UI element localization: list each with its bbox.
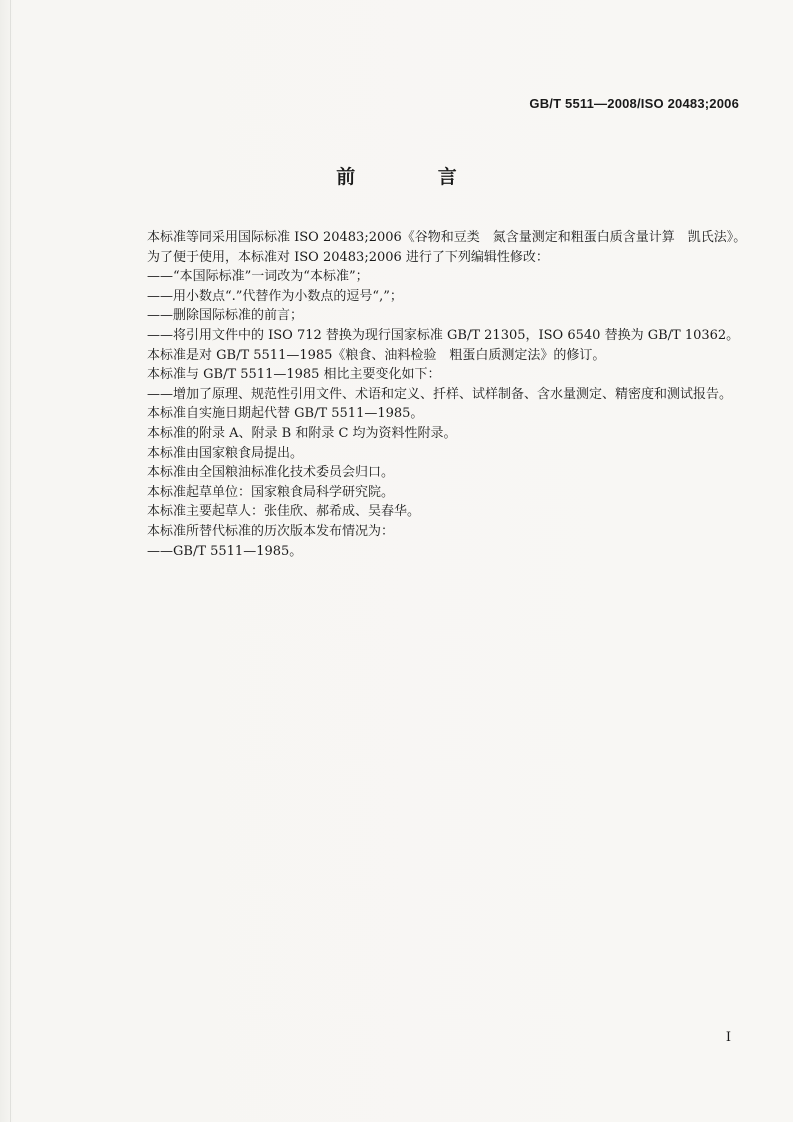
list-item-edit: ——将引用文件中的 ISO 712 替换为现行国家标准 GB/T 21305，ISO 6540 替换为 GB/T 10362。 — [147, 327, 740, 343]
list-item-history: ——GB/T 5511—1985。 — [147, 543, 303, 559]
paragraph-centralized-by: 本标准由全国粮油标准化技术委员会归口。 — [147, 465, 395, 481]
paragraph-replaces: 本标准自实施日期起代替 GB/T 5511—1985。 — [147, 406, 424, 422]
foreword-body — [121, 228, 751, 561]
paragraph-adoption: 本标准等同采用国际标准 ISO 20483;2006《谷物和豆类 氮含量测定和粗蛋白质含量计算 凯氏法》。 — [147, 230, 747, 245]
standard-number: GB/T 5511—2008/ISO 20483;2006 — [529, 96, 739, 111]
list-item-change: ——增加了原理、规范性引用文件、术语和定义、扦样、试样制备、含水量测定、精密度和测试报告。 — [147, 386, 733, 402]
paragraph-drafters: 本标准主要起草人：张佳欣、郝希成、吴春华。 — [147, 504, 421, 520]
page-title: 前 言 — [336, 166, 495, 188]
page-number: I — [725, 1030, 731, 1045]
paragraph-edits-intro: 为了便于使用，本标准对 ISO 20483;2006 进行了下列编辑性修改： — [147, 249, 549, 265]
list-item-edit: ——“本国际标准”一词改为“本标准”； — [147, 269, 369, 285]
list-item-edit: ——删除国际标准的前言； — [147, 308, 304, 324]
paragraph-proposed-by: 本标准由国家粮食局提出。 — [147, 445, 304, 461]
paragraph-changes-intro: 本标准与 GB/T 5511—1985 相比主要变化如下： — [147, 367, 441, 383]
paragraph-revision: 本标准是对 GB/T 5511—1985《粮食、油料检验 粗蛋白质测定法》的修订。 — [147, 347, 606, 363]
paragraph-history-intro: 本标准所替代标准的历次版本发布情况为： — [147, 523, 395, 539]
paragraph-drafting-unit: 本标准起草单位：国家粮食局科学研究院。 — [147, 484, 395, 500]
paragraph-annexes: 本标准的附录 A、附录 B 和附录 C 均为资料性附录。 — [147, 425, 457, 441]
list-item-edit: ——用小数点“.”代替作为小数点的逗号“,”； — [147, 288, 403, 304]
